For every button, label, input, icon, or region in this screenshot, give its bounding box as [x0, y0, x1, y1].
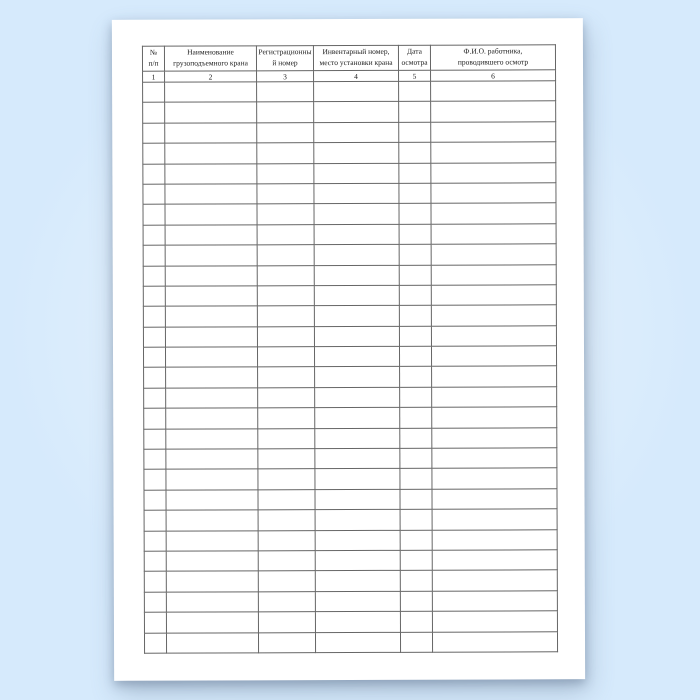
table-cell: [165, 347, 257, 368]
table-row: [144, 489, 557, 511]
table-cell: [315, 428, 400, 449]
table-cell: [432, 529, 557, 550]
table-row: [144, 427, 557, 449]
table-row: [144, 366, 557, 388]
table-cell: [143, 204, 165, 224]
table-cell: [165, 306, 257, 327]
table-row: [144, 509, 557, 531]
table-row: [143, 81, 556, 103]
table-cell: [432, 631, 557, 652]
table-cell: [315, 591, 400, 612]
table-cell: [166, 612, 258, 633]
table-cell: [431, 81, 556, 102]
table-cell: [399, 265, 431, 286]
table-cell: [314, 142, 399, 163]
column-header-num: № п/п: [142, 46, 164, 71]
table-row: [144, 550, 557, 572]
table-cell: [432, 550, 557, 571]
table-cell: [431, 244, 556, 265]
table-cell: [258, 449, 315, 470]
table-cell: [144, 388, 166, 408]
table-cell: [143, 245, 165, 265]
table-row: [143, 203, 556, 225]
table-cell: [166, 469, 258, 490]
table-cell: [257, 143, 314, 164]
column-index: 6: [431, 70, 556, 81]
table-cell: [144, 531, 166, 551]
table-cell: [431, 183, 556, 204]
table-cell: [144, 408, 166, 428]
table-cell: [165, 265, 257, 286]
table-cell: [314, 244, 399, 265]
table-cell: [399, 102, 431, 123]
table-cell: [166, 428, 258, 449]
table-cell: [315, 448, 400, 469]
table-row: [143, 244, 556, 266]
table-cell: [314, 346, 399, 367]
table-cell: [144, 470, 166, 490]
table-cell: [400, 632, 432, 653]
table-cell: [432, 570, 557, 591]
table-cell: [166, 449, 258, 470]
table-cell: [314, 204, 399, 225]
table-cell: [315, 408, 400, 429]
table-cell: [165, 102, 257, 123]
table-cell: [144, 510, 166, 530]
table-cell: [315, 387, 400, 408]
table-header-row: [142, 45, 555, 71]
table-cell: [166, 571, 258, 592]
column-index: 1: [143, 71, 165, 82]
table-row: [144, 468, 557, 490]
table-cell: [143, 266, 165, 286]
table-cell: [315, 510, 400, 531]
table-cell: [431, 101, 556, 122]
table-cell: [143, 306, 165, 326]
table-cell: [431, 325, 556, 346]
table-cell: [258, 612, 315, 633]
table-cell: [258, 469, 315, 490]
table-cell: [258, 408, 315, 429]
table-cell: [431, 346, 556, 367]
table-cell: [144, 572, 166, 592]
table-cell: [399, 183, 431, 204]
table-row: [144, 529, 557, 551]
table-row: [144, 570, 557, 592]
table-cell: [143, 164, 165, 184]
table-cell: [431, 122, 556, 143]
table-cell: [431, 305, 556, 326]
table-cell: [165, 163, 257, 184]
table-cell: [258, 591, 315, 612]
table-cell: [165, 286, 257, 307]
table-cell: [144, 592, 166, 612]
table-cell: [431, 285, 556, 306]
table-row: [143, 101, 556, 123]
table-cell: [400, 611, 432, 632]
table-cell: [399, 326, 431, 347]
table-cell: [166, 367, 258, 388]
table-cell: [144, 368, 166, 388]
crane-inspection-log-table: [142, 44, 558, 653]
table-cell: [431, 224, 556, 245]
table-cell: [165, 327, 257, 348]
table-cell: [165, 204, 257, 225]
table-cell: [257, 122, 314, 143]
column-header-reg-number: Регистрационны й номер: [256, 46, 313, 71]
table-cell: [144, 449, 166, 469]
table-cell: [257, 265, 314, 286]
table-cell: [400, 489, 432, 510]
table-cell: [314, 163, 399, 184]
table-cell: [432, 509, 557, 530]
table-cell: [315, 632, 400, 653]
table-cell: [399, 285, 431, 306]
table-cell: [432, 407, 557, 428]
table-cell: [166, 632, 258, 653]
table-cell: [399, 204, 431, 225]
table-row: [144, 591, 557, 613]
table-cell: [431, 162, 556, 183]
table-cell: [257, 306, 314, 327]
table-cell: [399, 81, 431, 102]
column-index: 4: [314, 70, 399, 81]
table-cell: [258, 489, 315, 510]
table-cell: [257, 184, 314, 205]
table-cell: [258, 367, 315, 388]
table-cell: [399, 142, 431, 163]
table-row: [143, 264, 556, 286]
table-cell: [143, 327, 165, 347]
table-row: [143, 142, 556, 164]
table-cell: [166, 490, 258, 511]
table-cell: [144, 490, 166, 510]
table-cell: [432, 611, 557, 632]
table-cell: [432, 591, 557, 612]
table-cell: [400, 407, 432, 428]
table-cell: [400, 591, 432, 612]
table-cell: [257, 286, 314, 307]
table-cell: [166, 510, 258, 531]
table-cell: [165, 245, 257, 266]
table-cell: [314, 285, 399, 306]
table-cell: [314, 265, 399, 286]
table-cell: [166, 530, 258, 551]
table-cell: [432, 387, 557, 408]
table-cell: [144, 429, 166, 449]
table-cell: [432, 427, 557, 448]
table-cell: [314, 183, 399, 204]
table-cell: [144, 551, 166, 571]
table-cell: [399, 163, 431, 184]
table-row: [144, 448, 557, 470]
table-cell: [431, 264, 556, 285]
table-cell: [314, 306, 399, 327]
table-cell: [400, 367, 432, 388]
table-row: [143, 224, 556, 246]
table-cell: [257, 102, 314, 123]
table-cell: [258, 571, 315, 592]
table-cell: [165, 184, 257, 205]
table-cell: [432, 366, 557, 387]
table-cell: [315, 611, 400, 632]
table-cell: [315, 489, 400, 510]
table-cell: [257, 163, 314, 184]
table-cell: [314, 224, 399, 245]
column-index: 3: [257, 71, 314, 82]
table-cell: [144, 612, 166, 632]
table-cell: [257, 204, 314, 225]
table-cell: [165, 225, 257, 246]
table-cell: [315, 530, 400, 551]
table-cell: [258, 551, 315, 572]
table-cell: [315, 550, 400, 571]
column-header-inspector-name: Ф.И.О. работника, проводившего осмотр: [430, 45, 555, 70]
table-body: [143, 81, 558, 653]
table-cell: [400, 428, 432, 449]
table-cell: [257, 82, 314, 103]
table-cell: [143, 143, 165, 163]
table-cell: [431, 203, 556, 224]
table-cell: [400, 550, 432, 571]
table-cell: [143, 103, 165, 123]
table-cell: [399, 244, 431, 265]
table-cell: [399, 122, 431, 143]
table-row: [144, 611, 557, 633]
column-header-crane-name: Наименование грузоподъемного крана: [164, 46, 256, 71]
table-cell: [258, 387, 315, 408]
table-cell: [143, 225, 165, 245]
table-cell: [143, 286, 165, 306]
table-cell: [258, 632, 315, 653]
document-page: [112, 18, 585, 681]
table-row: [143, 305, 556, 327]
table-cell: [315, 571, 400, 592]
table-cell: [399, 306, 431, 327]
table-cell: [314, 81, 399, 102]
table-cell: [143, 184, 165, 204]
table-row: [143, 285, 556, 307]
table-cell: [144, 633, 166, 653]
table-cell: [258, 428, 315, 449]
table-cell: [258, 510, 315, 531]
table-row: [143, 346, 556, 368]
table-cell: [143, 123, 165, 143]
table-cell: [400, 530, 432, 551]
table-row: [143, 122, 556, 144]
table-cell: [314, 122, 399, 143]
table-cell: [400, 571, 432, 592]
table-cell: [165, 143, 257, 164]
table-cell: [432, 489, 557, 510]
table-row: [144, 631, 557, 653]
column-index: 5: [399, 70, 431, 81]
table-cell: [399, 224, 431, 245]
table-cell: [166, 592, 258, 613]
table-cell: [166, 408, 258, 429]
table-cell: [400, 469, 432, 490]
table-row: [143, 183, 556, 205]
column-header-inspection-date: Дата осмотра: [398, 45, 430, 70]
column-header-inventory-number: Инвентарный номер, место установки крана: [313, 45, 398, 70]
table-row: [143, 162, 556, 184]
table-cell: [257, 224, 314, 245]
table-cell: [143, 347, 165, 367]
table-cell: [143, 82, 165, 102]
table-cell: [315, 469, 400, 490]
table-cell: [399, 346, 431, 367]
table-cell: [166, 388, 258, 409]
table-cell: [166, 551, 258, 572]
table-head: [142, 45, 555, 82]
table-row: [144, 407, 557, 429]
table-cell: [315, 367, 400, 388]
table-cell: [431, 142, 556, 163]
table-row: [144, 387, 557, 409]
table-cell: [432, 468, 557, 489]
table-cell: [257, 245, 314, 266]
column-index: 2: [165, 71, 257, 82]
table-cell: [258, 530, 315, 551]
table-cell: [314, 326, 399, 347]
table-cell: [257, 347, 314, 368]
table-cell: [257, 326, 314, 347]
table-cell: [165, 82, 257, 103]
table-cell: [165, 123, 257, 144]
table-cell: [314, 102, 399, 123]
table-cell: [432, 448, 557, 469]
table-cell: [400, 387, 432, 408]
table-cell: [400, 509, 432, 530]
table-cell: [400, 448, 432, 469]
table-row: [143, 325, 556, 347]
